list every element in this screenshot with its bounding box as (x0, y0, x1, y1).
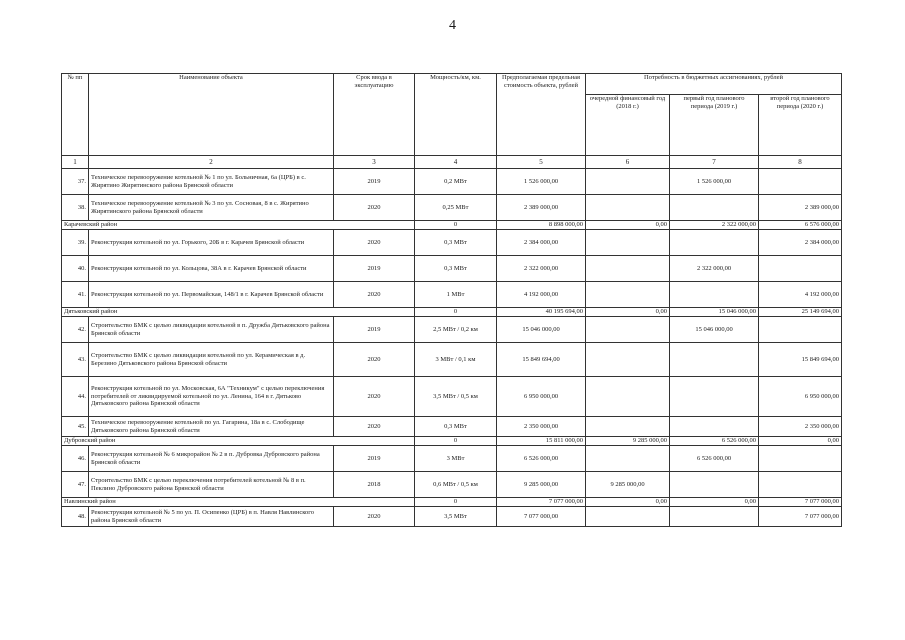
table-row (62, 230, 842, 256)
commissioning-year: 2020 (334, 417, 415, 437)
header-budget-need: Потребность в бюджетных ассигнованиях, рублей (586, 74, 842, 95)
row-number: 46. (62, 446, 89, 472)
commissioning-year: 2019 (334, 317, 415, 343)
object-name: Техническое перевооружение котельной по ул. Гагарина, 18а в с. Слободище Дятьковского района Брянской области (89, 417, 334, 437)
row-number: 40. (62, 256, 89, 282)
header-name: Наименование объекта (89, 74, 334, 156)
budget-2018 (586, 230, 670, 256)
region-budget-2020: 25 149 694,00 (759, 308, 842, 317)
row-number: 42. (62, 317, 89, 343)
capacity-value: 0,25 МВт (415, 195, 497, 221)
budget-2019 (670, 195, 759, 221)
column-number: 7 (670, 156, 759, 169)
table-row (62, 417, 842, 437)
table-row (62, 377, 842, 417)
row-number: 45. (62, 417, 89, 437)
commissioning-year: 2020 (334, 282, 415, 308)
header-estimated-cost: Предполагаемая предельная стоимость объекта, рублей (497, 74, 586, 156)
estimated-cost: 2 350 000,00 (497, 417, 586, 437)
budget-2020: 7 077 000,00 (759, 507, 842, 527)
row-number: 38. (62, 195, 89, 221)
budget-2020 (759, 169, 842, 195)
budget-2018 (586, 195, 670, 221)
region-subtotal-row (62, 308, 842, 317)
budget-2020 (759, 472, 842, 498)
budget-2019 (670, 377, 759, 417)
estimated-cost: 4 192 000,00 (497, 282, 586, 308)
estimated-cost: 9 285 000,00 (497, 472, 586, 498)
object-name: Реконструкция котельной по ул. Горького, 20Б в г. Карачев Брянской области (89, 230, 334, 256)
region-subtotal-row (62, 437, 842, 446)
table-row (62, 282, 842, 308)
commissioning-year: 2020 (334, 507, 415, 527)
region-budget-2018: 0,00 (586, 498, 670, 507)
budget-2018 (586, 169, 670, 195)
object-name: Строительство БМК с целью ликвидации котельной по ул. Керамическая в д. Березино Дятьковского района Брянской области (89, 343, 334, 377)
budget-2020 (759, 446, 842, 472)
commissioning-year: 2020 (334, 343, 415, 377)
region-capacity: 0 (415, 308, 497, 317)
budget-2019 (670, 507, 759, 527)
region-budget-2018: 0,00 (586, 308, 670, 317)
region-budget-2019: 0,00 (670, 498, 759, 507)
table-row (62, 169, 842, 195)
budget-2018 (586, 377, 670, 417)
estimated-cost: 2 322 000,00 (497, 256, 586, 282)
region-budget-2020: 0,00 (759, 437, 842, 446)
estimated-cost: 2 384 000,00 (497, 230, 586, 256)
budget-2019 (670, 472, 759, 498)
column-number: 2 (89, 156, 334, 169)
commissioning-year: 2020 (334, 377, 415, 417)
region-subtotal-row (62, 498, 842, 507)
object-name: Реконструкция котельной № 6 микрорайон № 2 в п. Дубровка Дубровского района Брянской области (89, 446, 334, 472)
region-budget-2018: 9 285 000,00 (586, 437, 670, 446)
table-row (62, 317, 842, 343)
commissioning-year: 2019 (334, 446, 415, 472)
region-budget-2020: 7 077 000,00 (759, 498, 842, 507)
page-number: 4 (449, 18, 456, 33)
region-name: Навлинский район (62, 498, 415, 507)
column-number-row (62, 156, 842, 169)
capacity-value: 3 МВт / 0,1 км (415, 343, 497, 377)
estimated-cost: 7 077 000,00 (497, 507, 586, 527)
region-budget-2019: 15 046 000,00 (670, 308, 759, 317)
object-name: Реконструкция котельной № 5 по ул. П. Осипенко (ЦРБ) в п. Навля Навлинского района Брянской области (89, 507, 334, 527)
capacity-value: 3,5 МВт (415, 507, 497, 527)
commissioning-year: 2019 (334, 256, 415, 282)
column-number: 1 (62, 156, 89, 169)
region-total-cost: 15 811 000,00 (497, 437, 586, 446)
header-commissioning: Срок ввода в эксплуатацию (334, 74, 415, 156)
row-number: 44. (62, 377, 89, 417)
budget-2020: 6 950 000,00 (759, 377, 842, 417)
budget-2020: 2 350 000,00 (759, 417, 842, 437)
commissioning-year: 2020 (334, 230, 415, 256)
capacity-value: 3 МВт (415, 446, 497, 472)
budget-2018 (586, 446, 670, 472)
capacity-value: 0,2 МВт (415, 169, 497, 195)
table-row (62, 195, 842, 221)
object-name: Реконструкция котельной по ул. Московская, 6А "Техникум" с целью переключения потребителей от ликвидируемой котельной по ул. Ленина, 164 в г. Дятьково Дятьковского района Брянской области (89, 377, 334, 417)
region-subtotal-row (62, 221, 842, 230)
boiler-program-table (61, 73, 842, 527)
column-number: 4 (415, 156, 497, 169)
budget-2019: 6 526 000,00 (670, 446, 759, 472)
row-number: 39. (62, 230, 89, 256)
table-row (62, 472, 842, 498)
budget-2020: 2 389 000,00 (759, 195, 842, 221)
region-name: Карачевский район (62, 221, 415, 230)
header-year-2018: очередной финансовый год (2018 г.) (586, 95, 670, 156)
estimated-cost: 15 849 694,00 (497, 343, 586, 377)
budget-2020: 4 192 000,00 (759, 282, 842, 308)
commissioning-year: 2018 (334, 472, 415, 498)
header-year-2019: первый год планового периода (2019 г.) (670, 95, 759, 156)
region-total-cost: 7 077 000,00 (497, 498, 586, 507)
table-row (62, 446, 842, 472)
region-budget-2019: 2 322 000,00 (670, 221, 759, 230)
column-number: 6 (586, 156, 670, 169)
capacity-value: 0,3 МВт (415, 417, 497, 437)
column-number: 5 (497, 156, 586, 169)
budget-2020: 15 849 694,00 (759, 343, 842, 377)
capacity-value: 3,5 МВт / 0,5 км (415, 377, 497, 417)
estimated-cost: 6 526 000,00 (497, 446, 586, 472)
capacity-value: 1 МВт (415, 282, 497, 308)
budget-2020: 2 384 000,00 (759, 230, 842, 256)
column-number: 3 (334, 156, 415, 169)
budget-2020 (759, 256, 842, 282)
row-number: 43. (62, 343, 89, 377)
object-name: Техническое перевооружение котельной № 1 по ул. Больничная, 6а (ЦРБ) в с. Жирятино Жирятинского района Брянской области (89, 169, 334, 195)
budget-2019: 15 046 000,00 (670, 317, 759, 343)
budget-2019 (670, 230, 759, 256)
region-capacity: 0 (415, 221, 497, 230)
region-budget-2020: 6 576 000,00 (759, 221, 842, 230)
budget-2019 (670, 417, 759, 437)
budget-2018 (586, 317, 670, 343)
capacity-value: 0,3 МВт (415, 256, 497, 282)
region-capacity: 0 (415, 498, 497, 507)
header-capacity: Мощность/км, км. (415, 74, 497, 156)
capacity-value: 0,6 МВт / 0,5 км (415, 472, 497, 498)
budget-2018 (586, 417, 670, 437)
region-budget-2019: 6 526 000,00 (670, 437, 759, 446)
budget-2018: 9 285 000,00 (586, 472, 670, 498)
header-year-2020: второй год планового периода (2020 г.) (759, 95, 842, 156)
object-name: Техническое перевооружение котельной № 3 по ул. Сосновая, 8 в с. Жирятино Жирятинского района Брянской области (89, 195, 334, 221)
row-number: 48. (62, 507, 89, 527)
commissioning-year: 2020 (334, 195, 415, 221)
budget-2020 (759, 317, 842, 343)
table-row (62, 507, 842, 527)
budget-2018 (586, 256, 670, 282)
header-no: № пп (62, 74, 89, 156)
region-capacity: 0 (415, 437, 497, 446)
estimated-cost: 2 389 000,00 (497, 195, 586, 221)
budget-2019: 1 526 000,00 (670, 169, 759, 195)
row-number: 41. (62, 282, 89, 308)
row-number: 37. (62, 169, 89, 195)
region-budget-2018: 0,00 (586, 221, 670, 230)
budget-2018 (586, 343, 670, 377)
budget-2018 (586, 507, 670, 527)
budget-2019 (670, 343, 759, 377)
estimated-cost: 1 526 000,00 (497, 169, 586, 195)
region-total-cost: 8 898 000,00 (497, 221, 586, 230)
estimated-cost: 15 046 000,00 (497, 317, 586, 343)
capacity-value: 0,3 МВт (415, 230, 497, 256)
budget-2019: 2 322 000,00 (670, 256, 759, 282)
estimated-cost: 6 950 000,00 (497, 377, 586, 417)
object-name: Строительство БМК с целью переключения потребителей котельной № 8 в п. Пеклино Дубровского района Брянской области (89, 472, 334, 498)
budget-2019 (670, 282, 759, 308)
table-row (62, 256, 842, 282)
capacity-value: 2,5 МВт / 0,2 км (415, 317, 497, 343)
table-row (62, 343, 842, 377)
column-number: 8 (759, 156, 842, 169)
region-name: Дятьковский район (62, 308, 415, 317)
object-name: Реконструкция котельной по ул. Первомайская, 148/1 в г. Карачев Брянской области (89, 282, 334, 308)
commissioning-year: 2019 (334, 169, 415, 195)
row-number: 47. (62, 472, 89, 498)
region-total-cost: 40 195 694,00 (497, 308, 586, 317)
object-name: Реконструкция котельной по ул. Кольцова, 38А в г. Карачев Брянской области (89, 256, 334, 282)
budget-2018 (586, 282, 670, 308)
object-name: Строительство БМК с целью ликвидации котельной в п. Дружба Дятьковского района Брянской области (89, 317, 334, 343)
region-name: Дубровский район (62, 437, 415, 446)
